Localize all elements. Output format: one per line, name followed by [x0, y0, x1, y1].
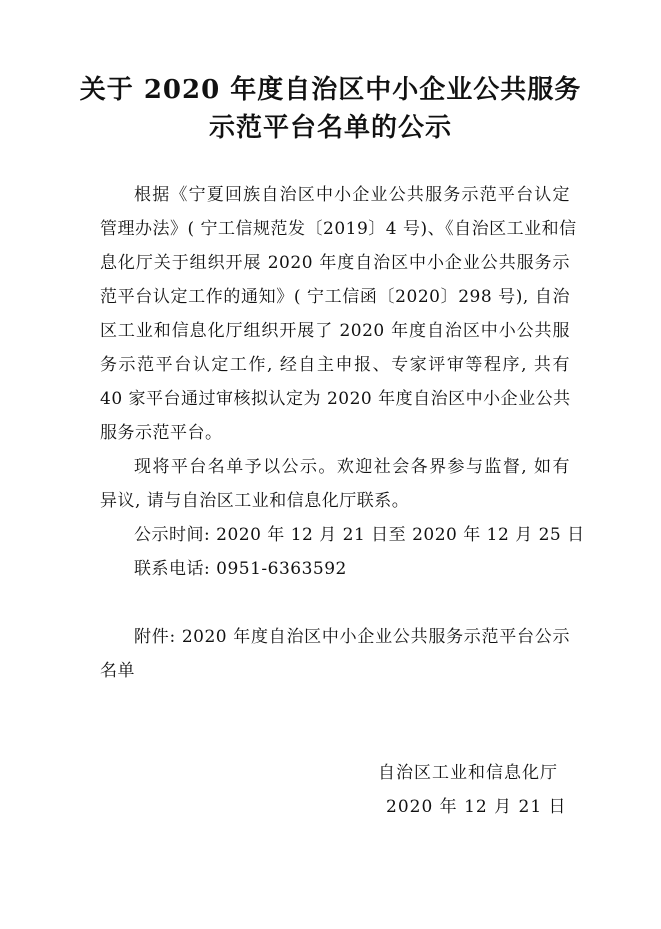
signature-organization: 自治区工业和信息化厅 — [378, 763, 558, 783]
paragraph-1-line-2: 管理办法》( 宁工信规范发〔2019〕4 号)、《自治区工业和信 — [100, 219, 577, 239]
attachment-line-2: 名单 — [100, 661, 135, 681]
paragraph-1-line-8: 服务示范平台。 — [100, 423, 223, 443]
paragraph-1-line-3: 息化厅关于组织开展 2020 年度自治区中小企业公共服务示 — [100, 253, 570, 273]
notice-period: 公示时间: 2020 年 12 月 21 日至 2020 年 12 月 25 日 — [134, 525, 585, 545]
paragraph-1-line-6: 务示范平台认定工作, 经自主申报、专家评审等程序, 共有 — [100, 355, 570, 375]
paragraph-1-line-1: 根据《宁夏回族自治区中小企业公共服务示范平台认定 — [134, 185, 570, 205]
contact-phone: 联系电话: 0951-6363592 — [134, 559, 347, 579]
paragraph-1-line-7: 40 家平台通过审核拟认定为 2020 年度自治区中小企业公共 — [100, 389, 571, 409]
paragraph-2-line-2: 异议, 请与自治区工业和信息化厅联系。 — [100, 491, 410, 511]
attachment-line-1: 附件: 2020 年度自治区中小企业公共服务示范平台公示 — [134, 627, 570, 647]
paragraph-1-line-5: 区工业和信息化厅组织开展了 2020 年度自治区中小公共服 — [100, 321, 570, 341]
document-title-line-2: 示范平台名单的公示 — [208, 113, 452, 143]
paragraph-2-line-1: 现将平台名单予以公示。欢迎社会各界参与监督, 如有 — [134, 457, 570, 477]
signature-date: 2020 年 12 月 21 日 — [386, 797, 567, 817]
paragraph-1-line-4: 范平台认定工作的通知》( 宁工信函〔2020〕298 号), 自治 — [100, 287, 570, 307]
document-title-line-1: 关于 2020 年度自治区中小企业公共服务 — [79, 75, 582, 105]
